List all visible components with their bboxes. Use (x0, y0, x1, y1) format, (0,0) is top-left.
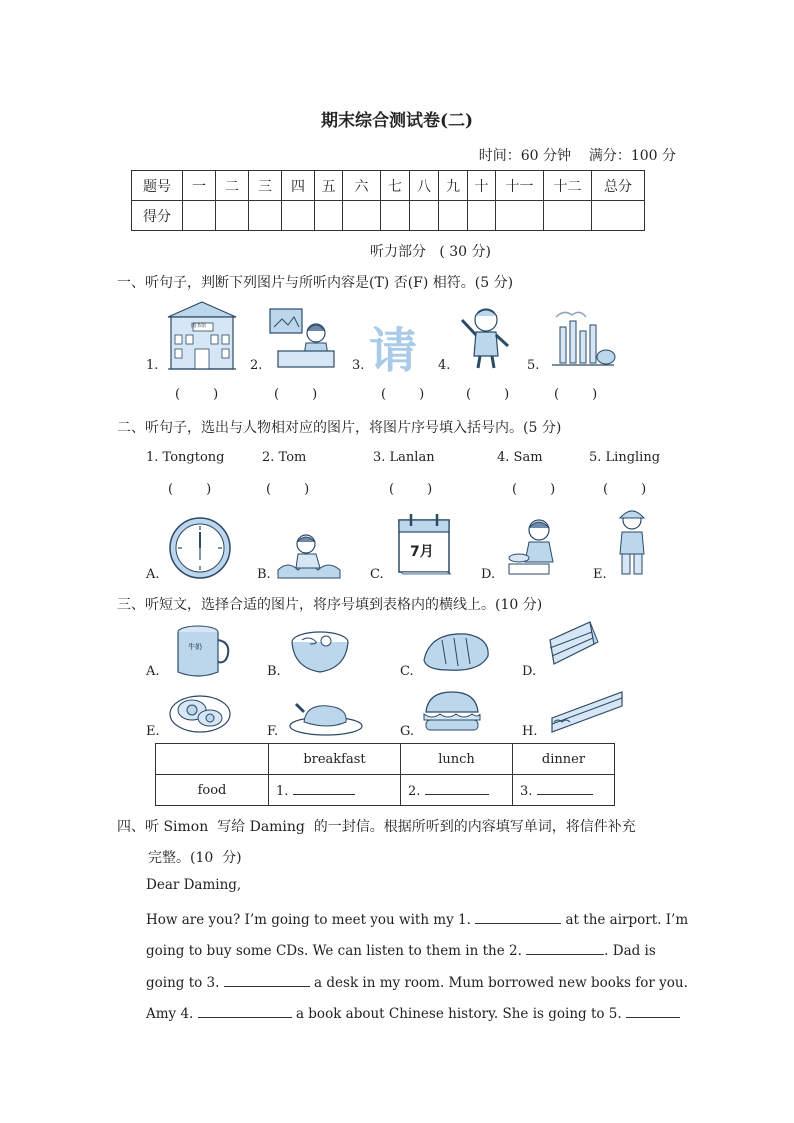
score-input-cell[interactable] (216, 201, 249, 231)
s2-letter-d: D. (481, 567, 496, 582)
letter-blank-1[interactable] (475, 910, 561, 924)
please-character: 请 (369, 323, 418, 379)
letter-text: at the airport. I’m (565, 912, 689, 928)
score-header-cell: 十二 (544, 171, 592, 201)
s2-letter-e: E. (593, 567, 607, 582)
listening-header: 听力部分 ( 30 分) (370, 244, 491, 260)
letter-text: going to 3. (146, 975, 220, 991)
s3-letter-b: B. (267, 664, 281, 679)
meal-table-header-row (156, 744, 615, 775)
meal-answer-line[interactable] (425, 781, 489, 795)
s1-answer-blank[interactable]: ( ) (381, 387, 425, 402)
library-building-icon (166, 301, 238, 371)
s2-answer-blank[interactable]: ( ) (512, 482, 556, 497)
section1-title: 一、听句子，判断下列图片与所听内容是(T) 否(F) 相符。(5 分) (117, 275, 514, 291)
score-table-score-row (132, 201, 645, 231)
s2-name-5: 5. Lingling (589, 450, 661, 465)
score-header-cell: 题号 (132, 171, 183, 201)
sandwich-icon (548, 688, 626, 736)
s3-letter-h: H. (522, 724, 538, 739)
meal-answer-number: 1. (276, 784, 289, 799)
meal-header-dinner: dinner (513, 744, 615, 775)
score-header-cell: 七 (381, 171, 410, 201)
time-info: 时间：60 分钟 满分：100 分 (478, 148, 676, 164)
s1-number-1: 1. (146, 358, 159, 373)
score-input-cell[interactable] (381, 201, 410, 231)
letter-line-4 (146, 1004, 686, 1022)
s2-answer-blank[interactable]: ( ) (266, 482, 310, 497)
letter-text: Amy 4. (146, 1006, 194, 1022)
meal-table-food-row (156, 775, 615, 806)
meal-answer-cell[interactable] (513, 775, 615, 806)
letter-blank-4[interactable] (198, 1004, 292, 1018)
s2-name-4: 4. Sam (497, 450, 543, 465)
score-input-cell[interactable] (183, 201, 216, 231)
s2-name-2: 2. Tom (262, 450, 307, 465)
s2-answer-blank[interactable]: ( ) (168, 482, 212, 497)
standing-boy-icon (614, 506, 650, 580)
s2-name-3: 3. Lanlan (373, 450, 435, 465)
section4-title-line2: 完整。(10 分) (148, 850, 242, 866)
fried-eggs-icon (168, 684, 234, 736)
letter-line-3 (146, 973, 686, 991)
score-header-cell: 四 (282, 171, 315, 201)
s2-letter-b: B. (257, 567, 271, 582)
section3-title: 三、听短文，选择合适的图片，将序号填到表格内的横线上。(10 分) (117, 597, 543, 613)
score-header-cell: 总分 (592, 171, 645, 201)
score-input-cell[interactable] (592, 201, 645, 231)
s1-answer-blank[interactable]: ( ) (175, 387, 219, 402)
milk-cup-text: 牛奶 (188, 643, 202, 651)
score-header-cell: 十一 (496, 171, 544, 201)
letter-blank-3[interactable] (224, 973, 310, 987)
score-input-cell[interactable] (439, 201, 468, 231)
section2-title: 二、听句子，选出与人物相对应的图片，将图片序号填入括号内。(5 分) (117, 420, 562, 436)
meal-answer-line[interactable] (537, 781, 593, 795)
score-table-header-row (132, 171, 645, 201)
meal-answer-line[interactable] (293, 781, 355, 795)
library-sign-text: 图书馆 (191, 323, 207, 329)
s2-answer-blank[interactable]: ( ) (389, 482, 433, 497)
score-input-cell[interactable] (410, 201, 439, 231)
swimming-girl-icon (276, 530, 342, 580)
score-header-cell: 五 (315, 171, 343, 201)
roast-chicken-icon (288, 698, 364, 736)
clock-icon (168, 516, 232, 580)
meal-table (155, 743, 615, 806)
s2-name-1: 1. Tongtong (146, 450, 225, 465)
girl-cooking-icon (505, 514, 565, 578)
score-header-cell: 三 (249, 171, 282, 201)
score-input-cell[interactable] (544, 201, 592, 231)
score-header-cell: 六 (343, 171, 381, 201)
score-header-cell: 九 (439, 171, 468, 201)
letter-text: going to buy some CDs. We can listen to them in the 2. (146, 943, 522, 959)
calendar-month-text: 7月 (410, 544, 434, 560)
letter-line-1 (146, 910, 689, 928)
s3-letter-f: F. (267, 724, 279, 739)
s3-letter-e: E. (146, 724, 160, 739)
score-row-label: 得分 (132, 201, 183, 231)
s1-number-2: 2. (250, 358, 263, 373)
letter-text: How are you? I’m going to meet you with my 1. (146, 912, 471, 928)
score-input-cell[interactable] (343, 201, 381, 231)
score-header-cell: 八 (410, 171, 439, 201)
s3-letter-c: C. (400, 664, 414, 679)
letter-greeting: Dear Daming, (146, 877, 242, 893)
s1-number-5: 5. (527, 358, 540, 373)
s1-answer-blank[interactable]: ( ) (274, 387, 318, 402)
s1-number-3: 3. (352, 358, 365, 373)
s1-answer-blank[interactable]: ( ) (466, 387, 510, 402)
s2-letter-c: C. (370, 567, 384, 582)
s3-letter-d: D. (522, 664, 537, 679)
meal-answer-number: 3. (520, 784, 533, 799)
letter-text: . Dad is (604, 943, 656, 959)
score-header-cell: 二 (216, 171, 249, 201)
meal-header-blank (156, 744, 269, 775)
factory-icon (550, 307, 616, 369)
bread-icon (420, 630, 492, 674)
score-header-cell: 一 (183, 171, 216, 201)
letter-text: a desk in my room. Mum borrowed new books for you. (314, 975, 688, 991)
letter-line-2 (146, 941, 686, 959)
score-input-cell[interactable] (282, 201, 315, 231)
s3-letter-g: G. (400, 724, 415, 739)
meal-answer-cell[interactable] (269, 775, 401, 806)
s3-letter-a: A. (146, 664, 160, 679)
burger-icon (422, 690, 482, 738)
score-input-cell[interactable] (249, 201, 282, 231)
section4-title-line1: 四、听 Simon 写给 Daming 的一封信。根据所听到的内容填写单词，将信件补充 (117, 819, 636, 835)
meal-header-breakfast: breakfast (269, 744, 401, 775)
cake-slice-icon (546, 620, 600, 672)
score-table (131, 170, 645, 231)
score-input-cell[interactable] (315, 201, 343, 231)
s1-number-4: 4. (438, 358, 451, 373)
meal-answer-number: 2. (408, 784, 421, 799)
meal-answer-cell[interactable] (401, 775, 513, 806)
s2-letter-a: A. (146, 567, 160, 582)
noodle-bowl-icon (290, 628, 350, 676)
page-title: 期末综合测试卷(二) (320, 111, 474, 131)
meal-row-label: food (156, 775, 269, 806)
s2-answer-blank[interactable]: ( ) (603, 482, 647, 497)
meal-header-lunch: lunch (401, 744, 513, 775)
waving-boy-icon (458, 302, 514, 370)
letter-blank-5[interactable] (626, 1004, 680, 1018)
letter-blank-2[interactable] (526, 941, 604, 955)
girl-at-desk-icon (268, 307, 336, 369)
s1-answer-blank[interactable]: ( ) (554, 387, 598, 402)
score-input-cell[interactable] (468, 201, 496, 231)
letter-text: a book about Chinese history. She is going to 5. (295, 1006, 622, 1022)
score-header-cell: 十 (468, 171, 496, 201)
score-input-cell[interactable] (496, 201, 544, 231)
